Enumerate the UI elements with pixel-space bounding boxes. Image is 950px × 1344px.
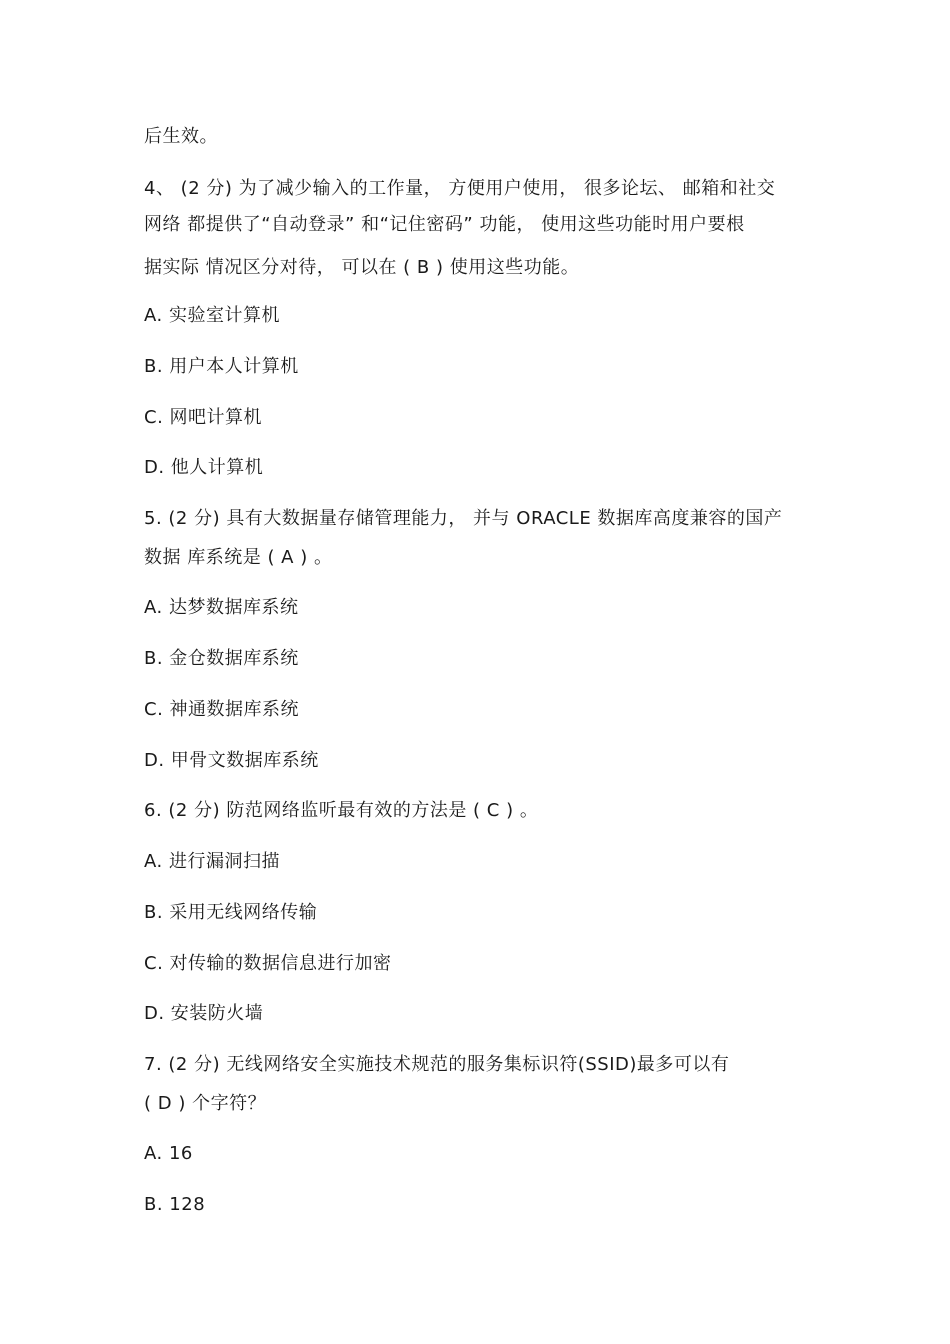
question-4-line-2: 网络 都提供了“自动登录” 和“记住密码” 功能， 使用这些功能时用户要根: [144, 214, 745, 235]
question-4-line-3: 据实际 情况区分对待， 可以在 ( B ) 使用这些功能。: [144, 257, 580, 278]
question-4-option-d: D. 他人计算机: [144, 457, 264, 478]
text-line-continuation: 后生效。: [144, 126, 218, 147]
question-5-option-d: D. 甲骨文数据库系统: [144, 750, 319, 771]
question-6-option-a: A. 进行漏洞扫描: [144, 851, 280, 872]
question-7-line-1: 7. (2 分) 无线网络安全实施技术规范的服务集标识符(SSID)最多可以有: [144, 1054, 730, 1075]
question-5-option-c: C. 神通数据库系统: [144, 699, 300, 720]
question-7-option-b: B. 128: [144, 1194, 206, 1215]
question-5-option-b: B. 金仓数据库系统: [144, 648, 299, 669]
question-6-line-1: 6. (2 分) 防范网络监听最有效的方法是 ( C ) 。: [144, 800, 539, 821]
question-7-option-a: A. 16: [144, 1143, 193, 1164]
question-6-option-c: C. 对传输的数据信息进行加密: [144, 953, 392, 974]
question-4-line-1: 4、 (2 分) 为了减少输入的工作量， 方便用户使用， 很多论坛、 邮箱和社交: [144, 178, 776, 199]
question-6-option-d: D. 安装防火墙: [144, 1003, 264, 1024]
question-5-option-a: A. 达梦数据库系统: [144, 597, 299, 618]
question-5-line-2: 数据 库系统是 ( A ) 。: [144, 547, 333, 568]
question-4-option-c: C. 网吧计算机: [144, 407, 263, 428]
question-7-line-2: ( D ) 个字符？: [144, 1093, 267, 1114]
question-4-option-a: A. 实验室计算机: [144, 305, 280, 326]
question-6-option-b: B. 采用无线网络传输: [144, 902, 318, 923]
question-4-option-b: B. 用户本人计算机: [144, 356, 299, 377]
question-5-line-1: 5. (2 分) 具有大数据量存储管理能力， 并与 ORACLE 数据库高度兼容的国产: [144, 508, 783, 529]
